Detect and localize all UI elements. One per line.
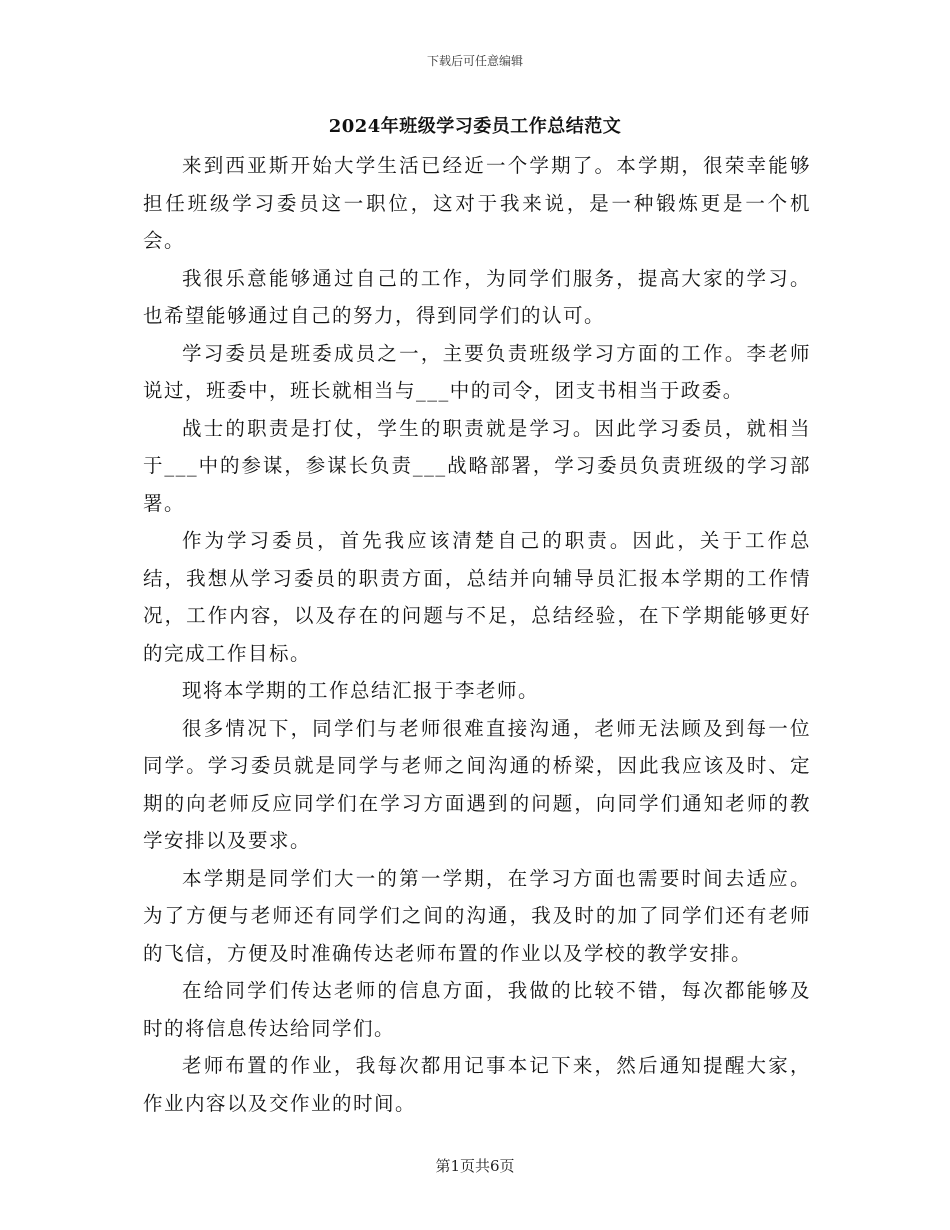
paragraph-1: 来到西亚斯开始大学生活已经近一个学期了。本学期，很荣幸能够担任班级学习委员这一职位，这对于我来说，是一种锻炼更是一个机会。 xyxy=(143,154,811,252)
paragraph-4: 战士的职责是打仗，学生的职责就是学习。因此学习委员，就相当于___中的参谋，参谋长负责___战略部署，学习委员负责班级的学习部署。 xyxy=(143,416,811,515)
paragraph-6: 现将本学期的工作总结汇报于李老师。 xyxy=(182,679,540,702)
document-body xyxy=(143,147,811,1122)
header-note: 下载后可任意编辑 xyxy=(426,54,523,68)
paragraph-10: 老师布置的作业，我每次都用记事本记下来，然后通知提醒大家，作业内容以及交作业的时间。 xyxy=(143,1054,811,1115)
paragraph-2: 我很乐意能够通过自己的工作，为同学们服务，提高大家的学习。也希望能够通过自己的努力，得到同学们的认可。 xyxy=(143,266,811,327)
document-title: 2024年班级学习委员工作总结范文 xyxy=(328,116,622,137)
page-number-footer: 第1页共6页 xyxy=(435,1157,515,1175)
paragraph-9: 在给同学们传达老师的信息方面，我做的比较不错，每次都能够及时的将信息传达给同学们。 xyxy=(143,979,811,1040)
paragraph-5: 作为学习委员，首先我应该清楚自己的职责。因此，关于工作总结，我想从学习委员的职责方面，总结并向辅导员汇报本学期的工作情况，工作内容，以及存在的问题与不足，总结经验，在下学期能够更好的完成工作目标。 xyxy=(143,529,811,665)
paragraph-3: 学习委员是班委成员之一，主要负责班级学习方面的工作。李老师说过，班委中，班长就相当与___中的司令，团支书相当于政委。 xyxy=(143,341,811,402)
paragraph-8: 本学期是同学们大一的第一学期，在学习方面也需要时间去适应。为了方便与老师还有同学们之间的沟通，我及时的加了同学们还有老师的飞信，方便及时准确传达老师布置的作业以及学校的教学安排。 xyxy=(143,866,811,965)
paragraph-7: 很多情况下，同学们与老师很难直接沟通，老师无法顾及到每一位同学。学习委员就是同学与老师之间沟通的桥梁，因此我应该及时、定期的向老师反应同学们在学习方面遇到的问题，向同学们通知老师的教学安排以及要求。 xyxy=(143,716,811,852)
